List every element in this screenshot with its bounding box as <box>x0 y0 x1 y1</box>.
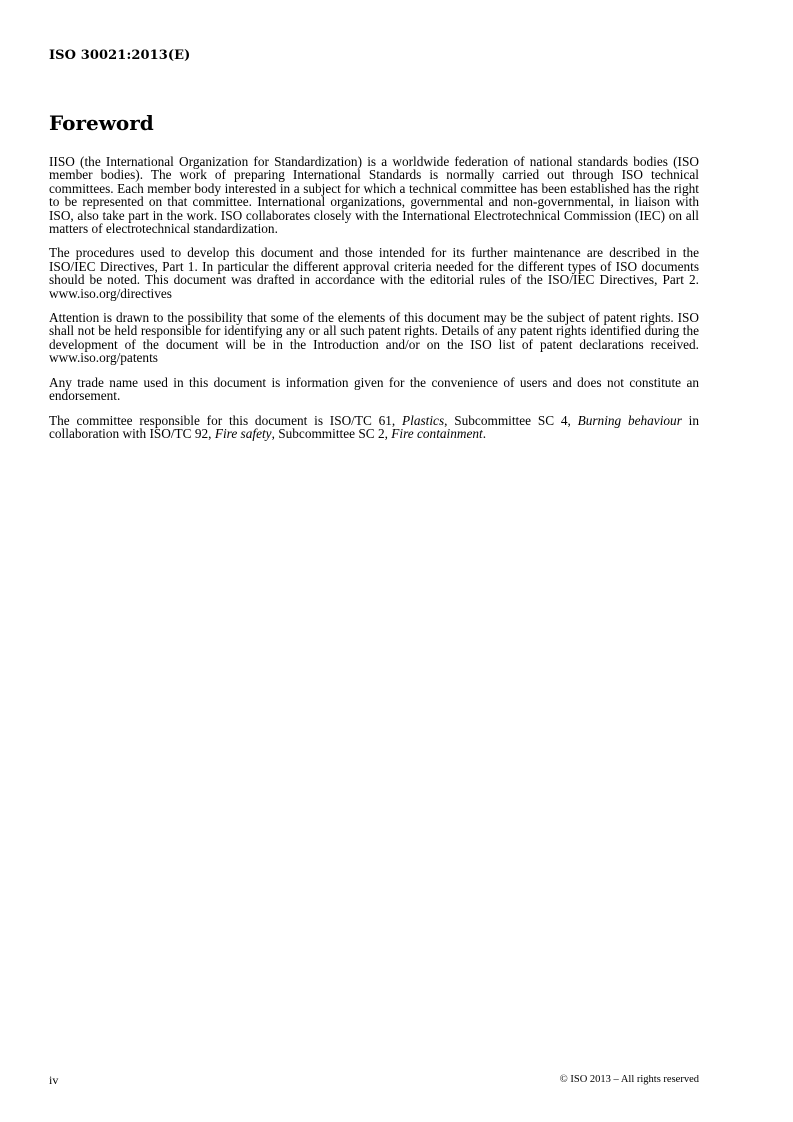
page-number: iv <box>49 1073 59 1087</box>
copyright-notice: © ISO 2013 – All rights reserved <box>559 1074 699 1085</box>
foreword-body <box>49 155 699 451</box>
paragraph-iso-overview: IISO (the International Organization for Standardization) is a worldwide federation of national standards bodies (ISO member bodies). The work of preparing International Standards is normally carried out through ISO technical committees. Each member body interested in a subject for which a technical committee has been established has the right to be represented on that committee. International organizations, governmental and non-governmental, in liaison with ISO, also take part in the work. ISO collaborates closely with the International Electrotechnical Commission (IEC) on all matters of electrotechnical standardization. <box>49 154 699 237</box>
committee-plastics: Plastics <box>402 412 445 428</box>
page-title: Foreword <box>49 111 154 135</box>
paragraph-committee <box>49 414 699 441</box>
paragraph-trade-name: Any trade name used in this document is information given for the convenience of users and does not constitute an endorsement. <box>49 374 699 404</box>
committee-text-3: in collaboration with ISO/TC 92, <box>49 412 699 441</box>
committee-text-2: , Subcommittee SC 4, <box>444 412 578 428</box>
committee-fire-safety: Fire safety <box>214 425 272 441</box>
committee-fire-containment: Fire containment <box>391 425 483 441</box>
document-id-header: ISO 30021:2013(E) <box>49 48 191 63</box>
paragraph-procedures: The procedures used to develop this document and those intended for its further maintenance are described in the ISO/IEC Directives, Part 1. In particular the different approval criteria needed for the different types of ISO documents should be noted. This document was drafted in accordance with the editorial rules of the ISO/IEC Directives, Part 2. www.iso.org/directives <box>49 245 699 301</box>
committee-text-4: , Subcommittee SC 2, <box>271 425 392 441</box>
paragraph-patent-rights: Attention is drawn to the possibility that some of the elements of this document may be the subject of patent rights. ISO shall not be held responsible for identifying any or all such patent rights. Details of any patent rights identified during the development of the document will be in the Introduction and/or on the ISO list of patent declarations received. www.iso.org/patents <box>49 310 699 366</box>
committee-burning-behaviour: Burning behaviour <box>577 412 682 428</box>
committee-text-5: . <box>482 425 487 441</box>
committee-text-1: The committee responsible for this document is ISO/TC 61, <box>49 412 403 428</box>
